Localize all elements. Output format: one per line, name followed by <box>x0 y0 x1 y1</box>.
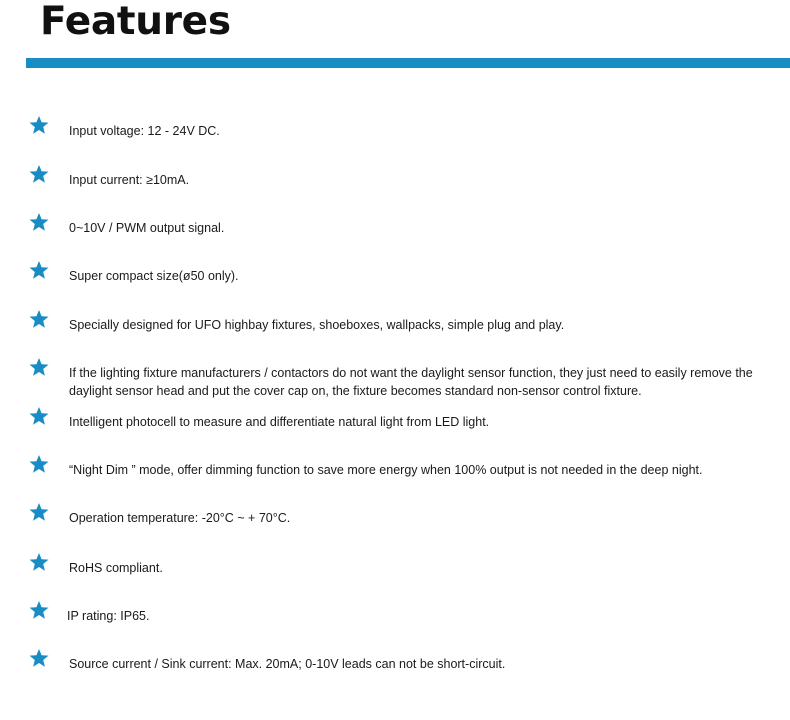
feature-text: 0~10V / PWM output signal. <box>69 221 225 235</box>
feature-text: “Night Dim ” mode, offer dimming function to save more energy when 100% output is not needed in the deep night. <box>69 463 703 477</box>
star-icon <box>29 600 49 620</box>
star-icon <box>29 357 49 377</box>
feature-text: Super compact size(ø50 only). <box>69 269 239 283</box>
feature-text: RoHS compliant. <box>69 561 163 575</box>
feature-text: Input current: ≥10mA. <box>69 173 190 187</box>
star-icon <box>29 406 49 426</box>
star-icon <box>29 648 49 668</box>
feature-text: Source current / Sink current: Max. 20mA; 0-10V leads can not be short-circuit. <box>69 657 506 671</box>
page-title: Features <box>40 0 231 44</box>
star-icon <box>29 164 49 184</box>
star-icon <box>29 552 49 572</box>
feature-text: Intelligent photocell to measure and differentiate natural light from LED light. <box>69 415 490 429</box>
star-icon <box>29 260 49 280</box>
feature-text: Specially designed for UFO highbay fixtures, shoeboxes, wallpacks, simple plug and play. <box>69 318 565 332</box>
star-icon <box>29 309 49 329</box>
feature-text: IP rating: IP65. <box>67 609 150 623</box>
star-icon <box>29 212 49 232</box>
star-icon <box>29 115 49 135</box>
feature-text: Operation temperature: -20°C ~ + 70°C. <box>69 511 291 525</box>
star-icon <box>29 454 49 474</box>
feature-text: If the lighting fixture manufacturers / contactors do not want the daylight sensor function, they just need to easily remove the daylight sensor head and put the cover cap on, the fixture becomes standard non-sensor control fixture. <box>69 366 753 398</box>
feature-text: Input voltage: 12 - 24V DC. <box>69 124 220 138</box>
star-icon <box>29 502 49 522</box>
